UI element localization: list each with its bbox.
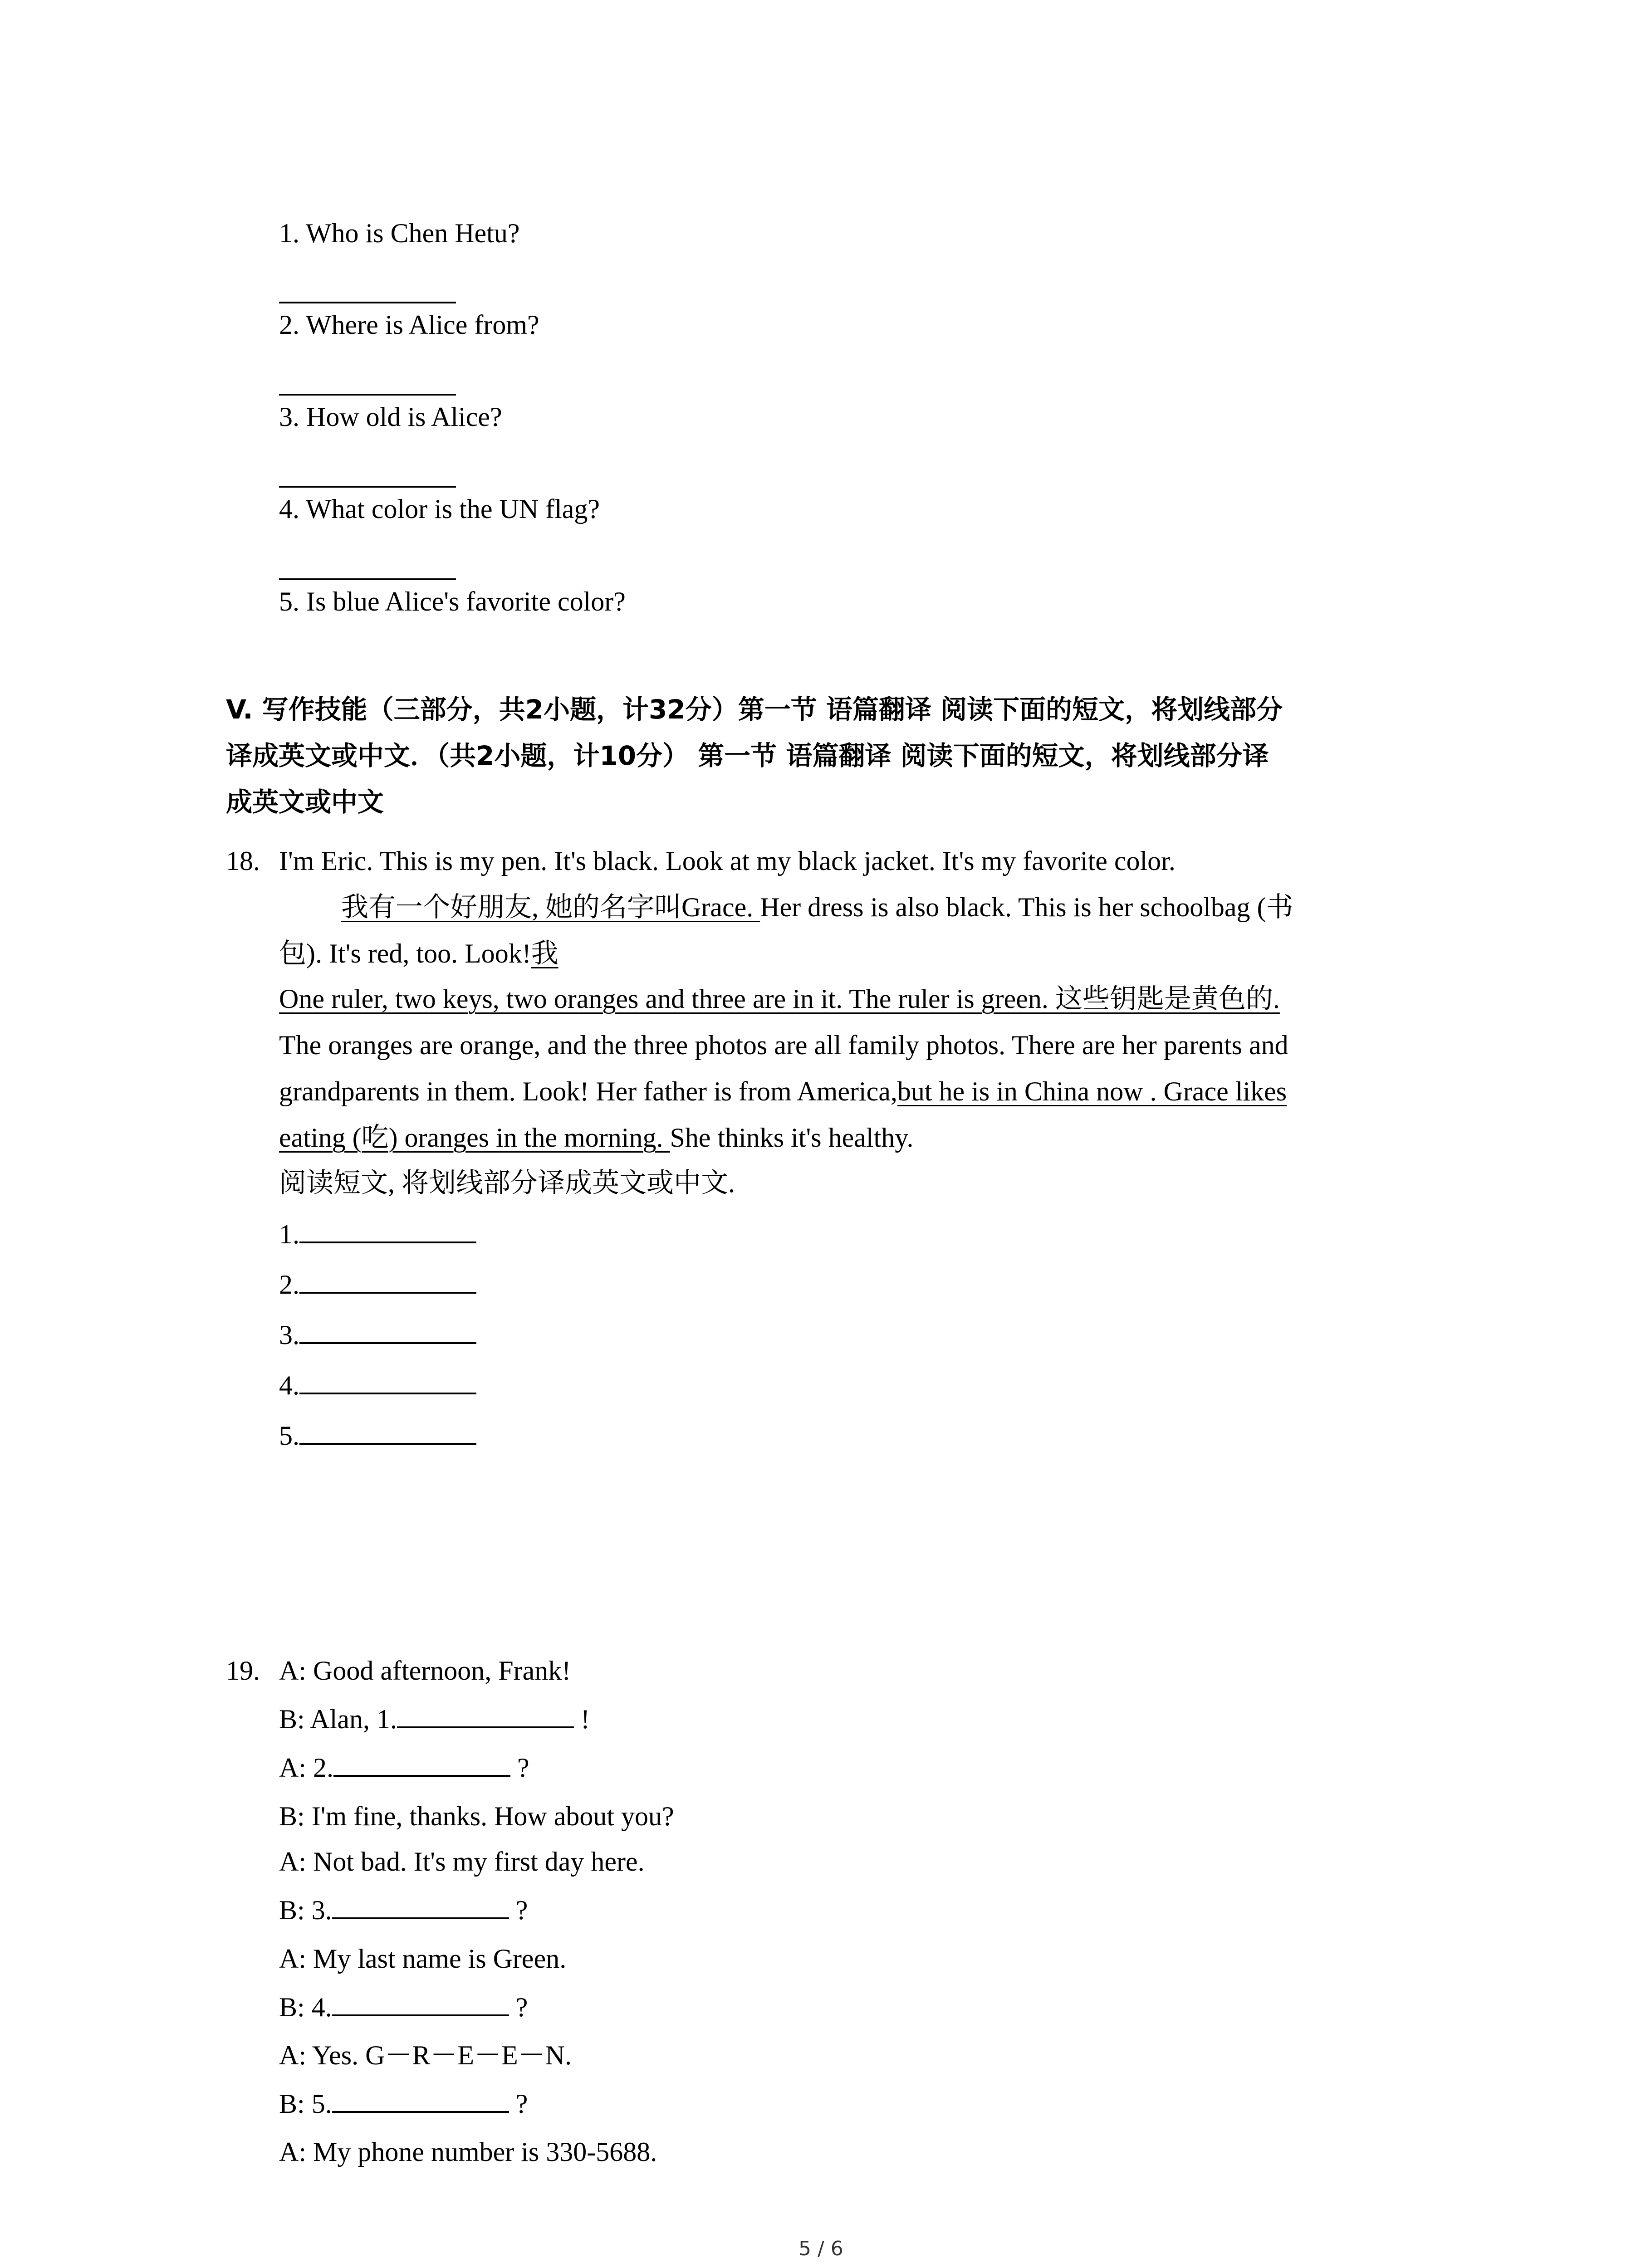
answer-blank[interactable] xyxy=(299,1242,476,1243)
question-5: 5. Is blue Alice's favorite color? xyxy=(279,587,626,616)
answer-blank[interactable] xyxy=(299,1342,476,1344)
answer-label: 1. xyxy=(279,1219,299,1249)
q19-line xyxy=(279,1703,590,1735)
q18-line-5: The oranges are orange, and the three photos are all family photos. There are her parents and xyxy=(279,1030,1288,1060)
answer-blank-3[interactable] xyxy=(279,486,456,488)
question-3: 3. How old is Alice? xyxy=(279,402,502,432)
q19-line xyxy=(279,2087,528,2120)
q19-line: A: Good afternoon, Frank! xyxy=(279,1656,571,1686)
answer-blank[interactable] xyxy=(332,2111,509,2113)
question-1: 1. Who is Chen Hetu? xyxy=(279,218,520,248)
answer-blank-2[interactable] xyxy=(279,394,456,396)
answer-blank[interactable] xyxy=(332,1917,509,1919)
section-v-heading-line-3: 成英文或中文 xyxy=(226,787,384,817)
answer-blank[interactable] xyxy=(299,1292,476,1294)
q18-answer-1 xyxy=(279,1218,476,1251)
page-number: 5 / 6 xyxy=(798,2237,843,2260)
q19-line-suffix: ? xyxy=(509,1895,528,1925)
answer-blank-1[interactable] xyxy=(279,302,456,303)
answer-blank[interactable] xyxy=(299,1393,476,1394)
q18-line-6 xyxy=(279,1075,1287,1108)
q19-line-suffix: ? xyxy=(509,1992,528,2022)
q19-line-prefix: B: 3. xyxy=(279,1895,332,1925)
q19-line: A: My phone number is 330-5688. xyxy=(279,2137,657,2167)
q18-underlined-5: but he is in China now . Grace likes xyxy=(897,1076,1287,1106)
q18-underlined-2: 我 xyxy=(531,938,558,968)
q18-line-4 xyxy=(279,982,1280,1015)
answer-label: 2. xyxy=(279,1270,299,1300)
q19-line: B: I'm fine, thanks. How about you? xyxy=(279,1801,674,1831)
q19-line: A: Yes. G－R－E－E－N. xyxy=(279,2040,572,2070)
question-18-number: 18. xyxy=(226,846,260,876)
q18-instruction: 阅读短文, 将划线部分译成英文或中文. xyxy=(279,1168,735,1198)
q18-answer-3 xyxy=(279,1319,476,1351)
answer-blank-4[interactable] xyxy=(279,578,456,580)
q18-answer-2 xyxy=(279,1268,476,1301)
q18-line-2-text: Her dress is also black. This is her schoolbag (书 xyxy=(760,892,1293,922)
q19-line: A: Not bad. It's my first day here. xyxy=(279,1847,645,1877)
question-19-number: 19. xyxy=(226,1656,260,1686)
q18-line-2 xyxy=(341,891,1293,924)
q19-line xyxy=(279,1991,528,2024)
q19-line-prefix: B: 4. xyxy=(279,1992,332,2022)
q19-line-prefix: B: Alan, 1. xyxy=(279,1704,397,1734)
answer-label: 4. xyxy=(279,1370,299,1400)
q18-answer-5 xyxy=(279,1419,476,1452)
q19-line-suffix: ? xyxy=(510,1753,529,1783)
question-2: 2. Where is Alice from? xyxy=(279,310,539,340)
q19-line xyxy=(279,1751,529,1784)
q18-line-6-text: grandparents in them. Look! Her father is from America, xyxy=(279,1076,897,1106)
q18-line-7-text: She thinks it's healthy. xyxy=(670,1123,914,1153)
q19-line-suffix: ! xyxy=(574,1704,590,1734)
answer-label: 5. xyxy=(279,1421,299,1451)
q18-line-1: I'm Eric. This is my pen. It's black. Look at my black jacket. It's my favorite color. xyxy=(279,846,1176,876)
q18-answer-4 xyxy=(279,1369,476,1402)
section-v-heading-line-2: 译成英文或中文．（共2小题，计10分） 第一节 语篇翻译 阅读下面的短文，将划线部分译 xyxy=(226,740,1269,771)
q18-line-7 xyxy=(279,1121,913,1154)
answer-blank[interactable] xyxy=(333,1775,510,1777)
q19-line-suffix: ? xyxy=(509,2089,528,2119)
answer-label: 3. xyxy=(279,1320,299,1350)
answer-blank[interactable] xyxy=(332,2014,509,2016)
q19-line-prefix: A: 2. xyxy=(279,1753,333,1783)
q18-line-3 xyxy=(279,937,558,970)
q18-underlined-1: 我有一个好朋友, 她的名字叫Grace. xyxy=(341,892,760,922)
q18-line-3-text: 包). It's red, too. Look! xyxy=(279,938,531,968)
section-v-heading-line-1: V. 写作技能（三部分，共2小题，计32分）第一节 语篇翻译 阅读下面的短文，将划线部分 xyxy=(226,694,1283,725)
q19-line xyxy=(279,1894,528,1926)
answer-blank[interactable] xyxy=(397,1726,574,1728)
question-4: 4. What color is the UN flag? xyxy=(279,494,600,524)
q18-underlined-3: One ruler, two keys, two oranges and three are in it. The ruler is green. xyxy=(279,984,1048,1014)
q18-underlined-5-cont: eating (吃) oranges in the morning. xyxy=(279,1123,670,1153)
q18-underlined-4: 这些钥匙是黄色的. xyxy=(1048,984,1280,1014)
q19-line: A: My last name is Green. xyxy=(279,1944,567,1974)
q19-line-prefix: B: 5. xyxy=(279,2089,332,2119)
answer-blank[interactable] xyxy=(299,1443,476,1445)
